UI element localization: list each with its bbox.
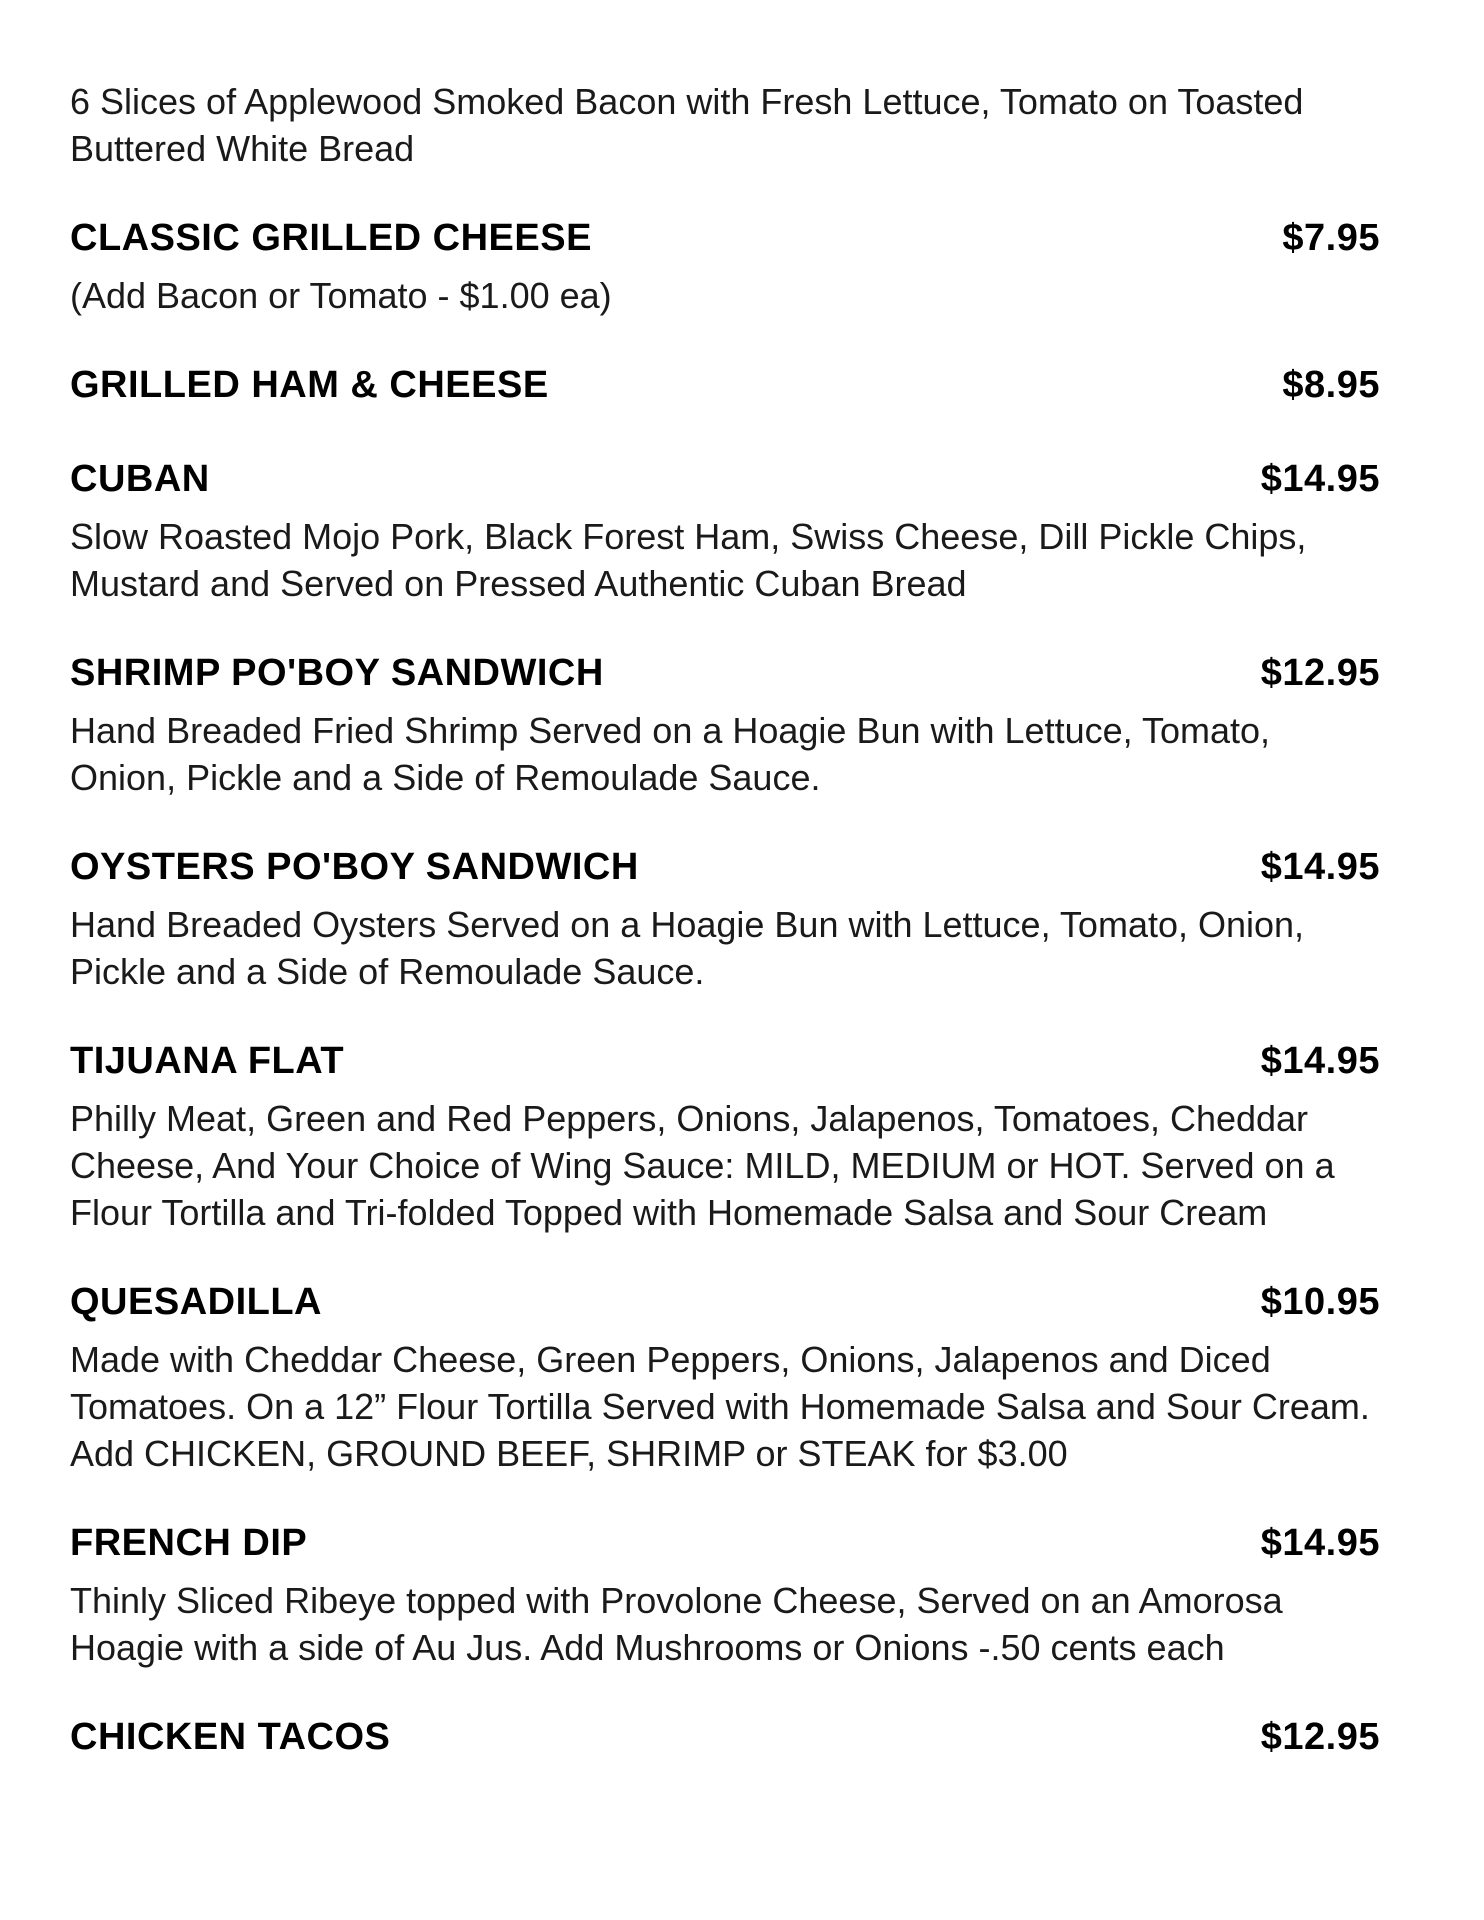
menu-item-price: $10.95 bbox=[1260, 1281, 1380, 1323]
menu-item bbox=[70, 451, 1380, 607]
menu-item bbox=[70, 1515, 1380, 1671]
menu-item-description: Slow Roasted Mojo Pork, Black Forest Ham, Swiss Cheese, Dill Pickle Chips, Mustard and Served on Pressed Authentic Cuban Bread bbox=[70, 516, 1307, 604]
menu-item-description: Thinly Sliced Ribeye topped with Provolone Cheese, Served on an Amorosa Hoagie with a side of Au Jus. Add Mushrooms or Onions -.50 cents each bbox=[70, 1580, 1283, 1668]
menu-item-header bbox=[70, 1274, 1380, 1330]
menu-item-price: $14.95 bbox=[1260, 1040, 1380, 1082]
menu-item-name: SHRIMP PO'BOY SANDWICH bbox=[70, 652, 604, 694]
menu-item-price: $14.95 bbox=[1260, 846, 1380, 888]
menu-item-description: (Add Bacon or Tomato - $1.00 ea) bbox=[70, 275, 612, 316]
menu-item-header bbox=[70, 210, 1380, 266]
menu-item-price: $12.95 bbox=[1260, 1716, 1380, 1758]
menu-item-header bbox=[70, 645, 1380, 701]
menu-item-price: $8.95 bbox=[1282, 364, 1380, 406]
menu-item-name: OYSTERS PO'BOY SANDWICH bbox=[70, 846, 639, 888]
menu-item-name: CLASSIC GRILLED CHEESE bbox=[70, 217, 592, 259]
menu-item-header bbox=[70, 1033, 1380, 1089]
menu-item-name: CUBAN bbox=[70, 458, 210, 500]
menu-item-header bbox=[70, 1709, 1380, 1765]
menu-item-description: Hand Breaded Fried Shrimp Served on a Hoagie Bun with Lettuce, Tomato, Onion, Pickle and a Side of Remoulade Sauce. bbox=[70, 710, 1271, 798]
menu-page bbox=[70, 78, 1380, 1803]
menu-item bbox=[70, 357, 1380, 413]
menu-item-price: $12.95 bbox=[1260, 652, 1380, 694]
menu-item-header bbox=[70, 357, 1380, 413]
menu-item-name: QUESADILLA bbox=[70, 1281, 322, 1323]
menu-item-header bbox=[70, 839, 1380, 895]
menu-item bbox=[70, 210, 1380, 319]
menu-item bbox=[70, 1274, 1380, 1477]
menu-item-description: Made with Cheddar Cheese, Green Peppers, Onions, Jalapenos and Diced Tomatoes. On a 12” Flour Tortilla Served with Homemade Salsa and Sour Cream. Add CHICKEN, GROUND BEEF, SHRIMP or STEAK for $3.00 bbox=[70, 1339, 1370, 1474]
menu-item bbox=[70, 1709, 1380, 1765]
menu-item-header bbox=[70, 451, 1380, 507]
menu-item-name: FRENCH DIP bbox=[70, 1522, 308, 1564]
menu-item-name: GRILLED HAM & CHEESE bbox=[70, 364, 549, 406]
menu-item-name: TIJUANA FLAT bbox=[70, 1040, 345, 1082]
menu-item-header bbox=[70, 1515, 1380, 1571]
menu-item-description: Hand Breaded Oysters Served on a Hoagie Bun with Lettuce, Tomato, Onion, Pickle and a Side of Remoulade Sauce. bbox=[70, 904, 1305, 992]
menu-item-name: CHICKEN TACOS bbox=[70, 1716, 391, 1758]
menu-item-description: Philly Meat, Green and Red Peppers, Onions, Jalapenos, Tomatoes, Cheddar Cheese, And Your Choice of Wing Sauce: MILD, MEDIUM or HOT. Served on a Flour Tortilla and Tri-folded Topped with Homemade Salsa and Sour Cream bbox=[70, 1098, 1335, 1233]
menu-item-price: $14.95 bbox=[1260, 458, 1380, 500]
menu-item-price: $7.95 bbox=[1282, 217, 1380, 259]
menu-item bbox=[70, 839, 1380, 995]
menu-item bbox=[70, 1033, 1380, 1236]
menu-item-price: $14.95 bbox=[1260, 1522, 1380, 1564]
intro-description: 6 Slices of Applewood Smoked Bacon with Fresh Lettuce, Tomato on Toasted Buttered White Bread bbox=[70, 81, 1304, 169]
menu-item bbox=[70, 645, 1380, 801]
